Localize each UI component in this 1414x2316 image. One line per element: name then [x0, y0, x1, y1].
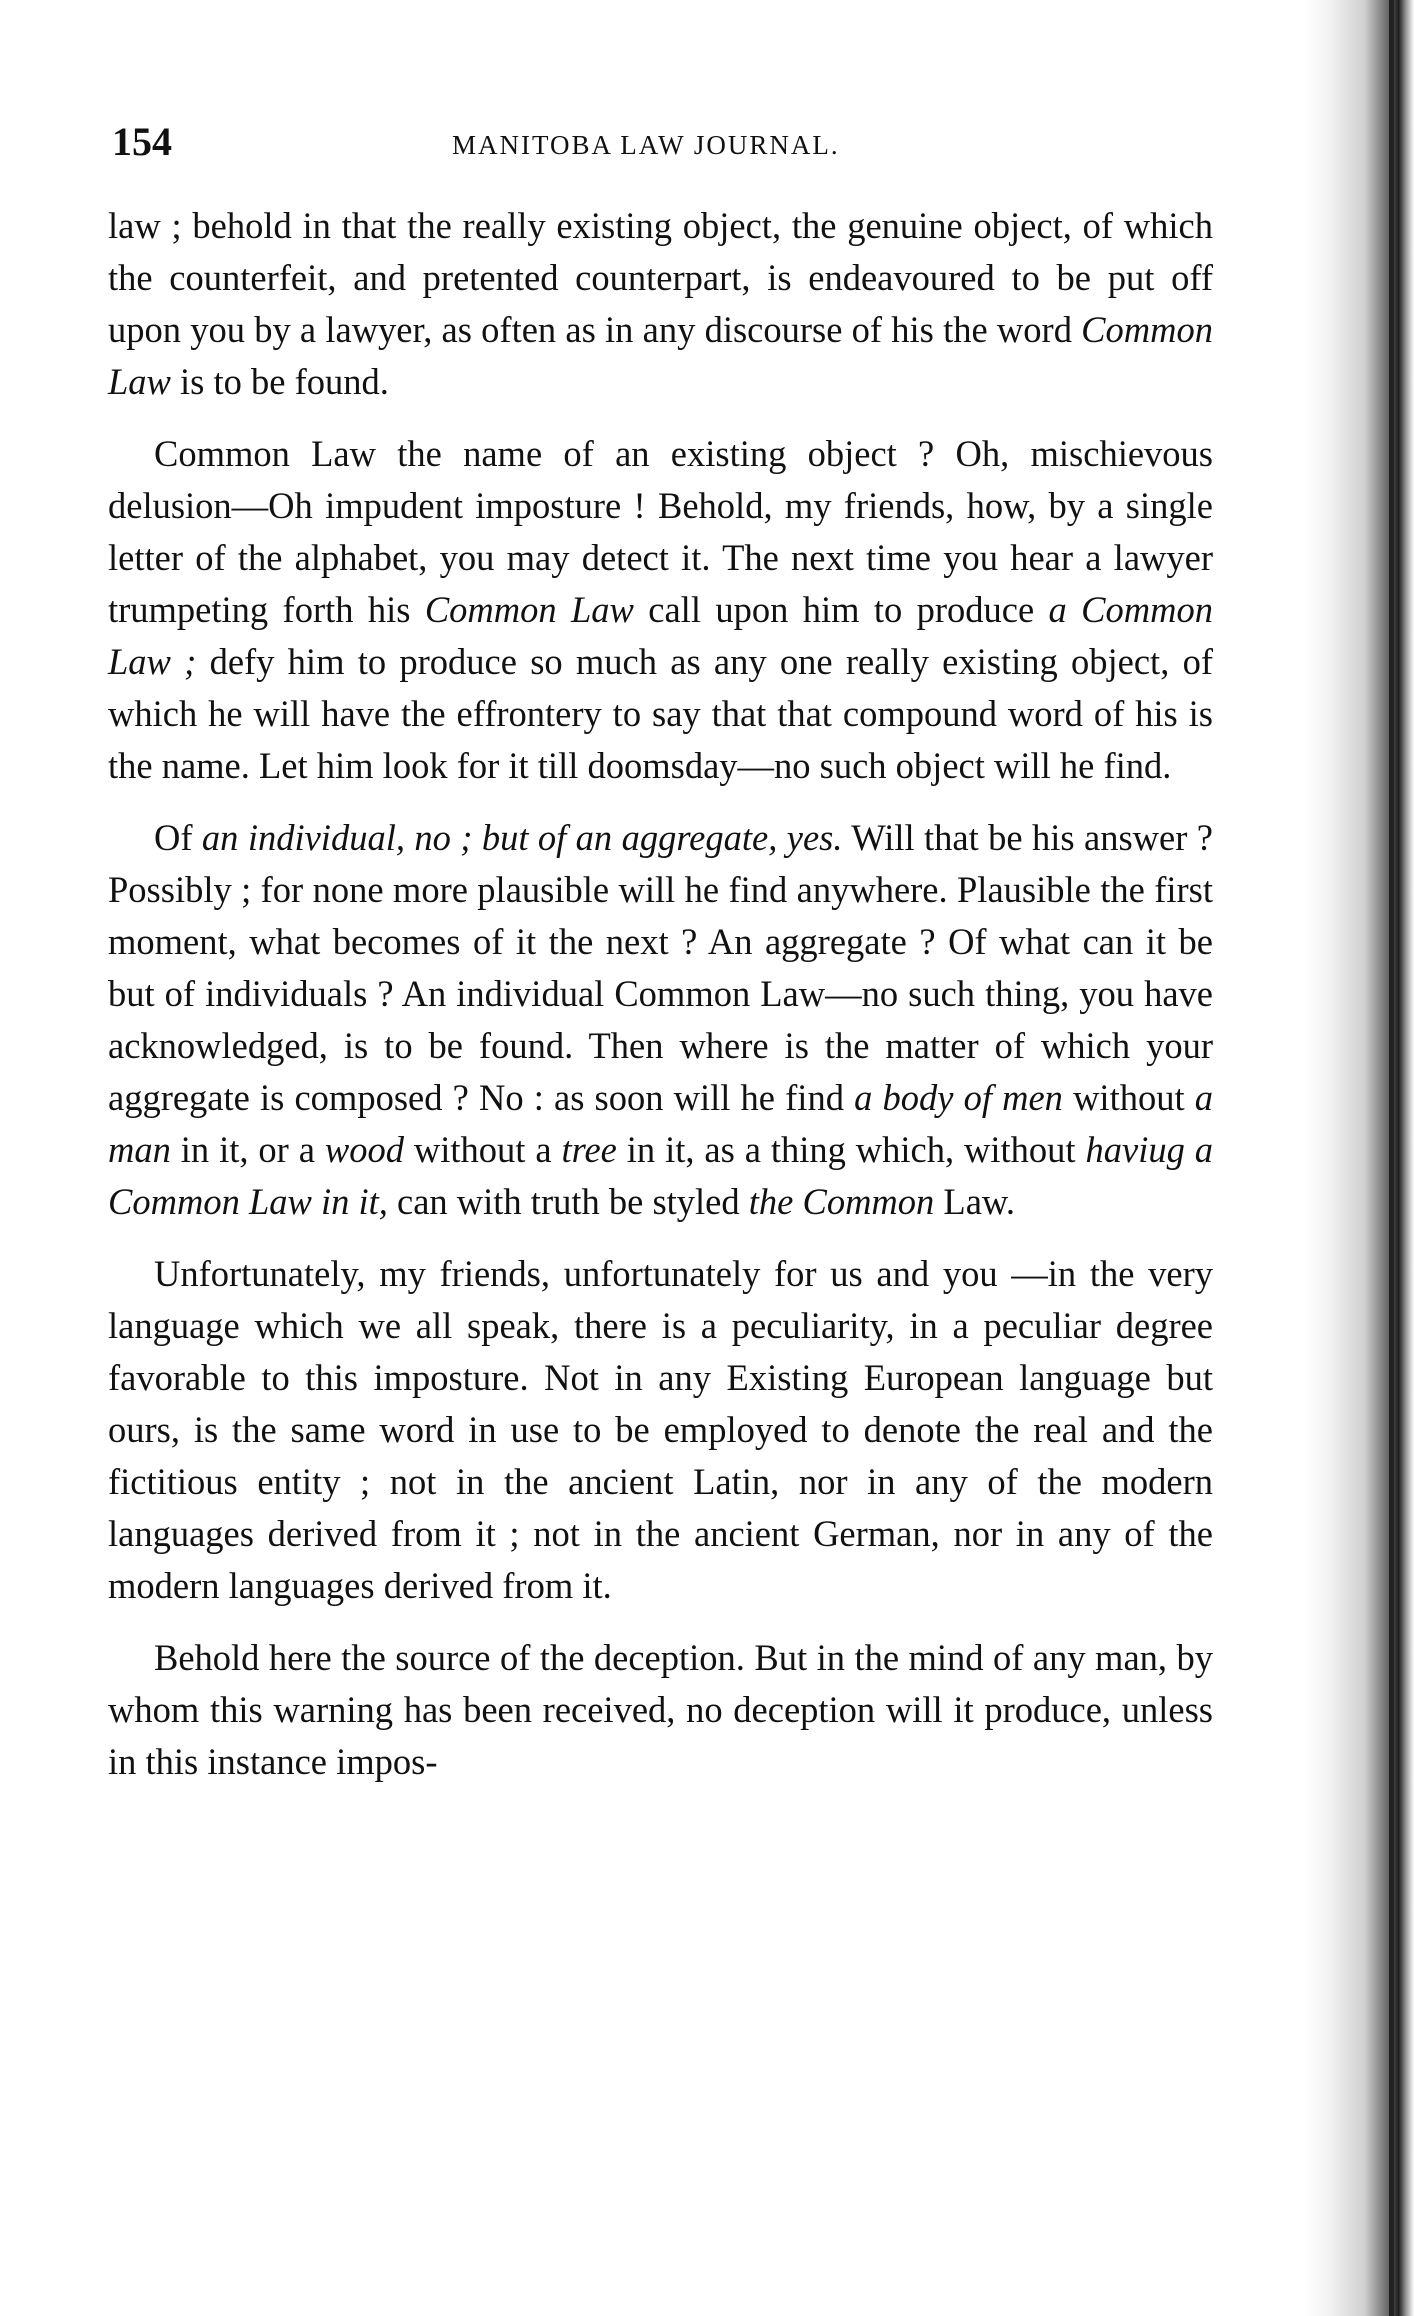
- running-head: MANITOBA LAW JOURNAL.: [452, 130, 840, 160]
- paragraph-5: [108, 1632, 1213, 1788]
- text-run: in it, as a thing which, without: [616, 1129, 1086, 1170]
- paragraph-4: [108, 1248, 1213, 1612]
- page-header: [112, 118, 1232, 168]
- italic-text: tree: [561, 1129, 617, 1170]
- body-text: [108, 200, 1213, 1788]
- paragraph-1: [108, 200, 1213, 408]
- text-run: law ; behold in that the really existing object, the genuine object, of which the counterfeit, and pretented counterpart, is endeavoured to be put off upon you by a lawyer, as often as in any discourse of his the word: [108, 205, 1213, 350]
- text-run: can with truth be styled: [387, 1181, 749, 1222]
- italic-text: an individual, no ; but of an aggregate, yes.: [201, 817, 843, 858]
- text-run: Of: [154, 817, 202, 858]
- italic-text: Common Law: [108, 309, 1213, 402]
- text-run: defy him to produce so much as any one really existing object, of which he will have the effrontery to say that that compound word of his is the name. Let him look for it till doomsday—no such object will he find.: [108, 641, 1213, 786]
- paragraph-2: [108, 428, 1213, 792]
- italic-text: the Common: [748, 1181, 935, 1222]
- text-run: call upon him to produce: [633, 589, 1049, 630]
- text-run: without: [1062, 1077, 1195, 1118]
- text-run: Law.: [934, 1181, 1016, 1222]
- page-edge-shadow: [1304, 0, 1414, 2316]
- paragraph-3: [108, 812, 1213, 1228]
- text-run: in it, or a: [170, 1129, 325, 1170]
- italic-text: haviug a Common Law in it,: [108, 1129, 1214, 1222]
- text-run: Will that be his answer ? Possibly ; for none more plausible will he find anywhere. Plausible the first moment, what becomes of it the next ? An aggregate ? Of what can it be but of individuals ? An individual Common Law—no such thing, you have acknowledged, is to be found. Then where is the matter of which your aggregate is composed ? No : as soon will he find: [108, 817, 1214, 1118]
- italic-text: a man: [108, 1077, 1213, 1170]
- italic-text: wood: [324, 1129, 404, 1170]
- page-edge-line: [1389, 0, 1394, 2316]
- italic-text: a Common Law ;: [108, 589, 1213, 682]
- text-run: Behold here the source of the deception. But in the mind of any man, by whom this warning has been received, no deception will it produce, unless in this instance impos-: [108, 1637, 1213, 1782]
- text-run: without a: [403, 1129, 562, 1170]
- text-run: Unfortunately, my friends, unfortunately for us and you —in the very language which we all speak, there is a peculiarity, in a peculiar degree favorable to this imposture. Not in any Existing European language but ours, is the same word in use to be employed to denote the real and the fictitious entity ; not in the ancient Latin, nor in any of the modern languages derived from it ; not in the ancient German, nor in any of the modern languages derived from it.: [108, 1253, 1213, 1606]
- text-run: Common Law the name of an existing object ? Oh, mischievous delusion—Oh impudent imposture ! Behold, my friends, how, by a single letter of the alphabet, you may detect it. The next time you hear a lawyer trumpeting forth his: [108, 433, 1213, 630]
- page-number: 154: [112, 119, 172, 164]
- text-run: is to be found.: [170, 361, 389, 402]
- italic-text: Common Law: [424, 589, 634, 630]
- italic-text: a body of men: [854, 1077, 1063, 1118]
